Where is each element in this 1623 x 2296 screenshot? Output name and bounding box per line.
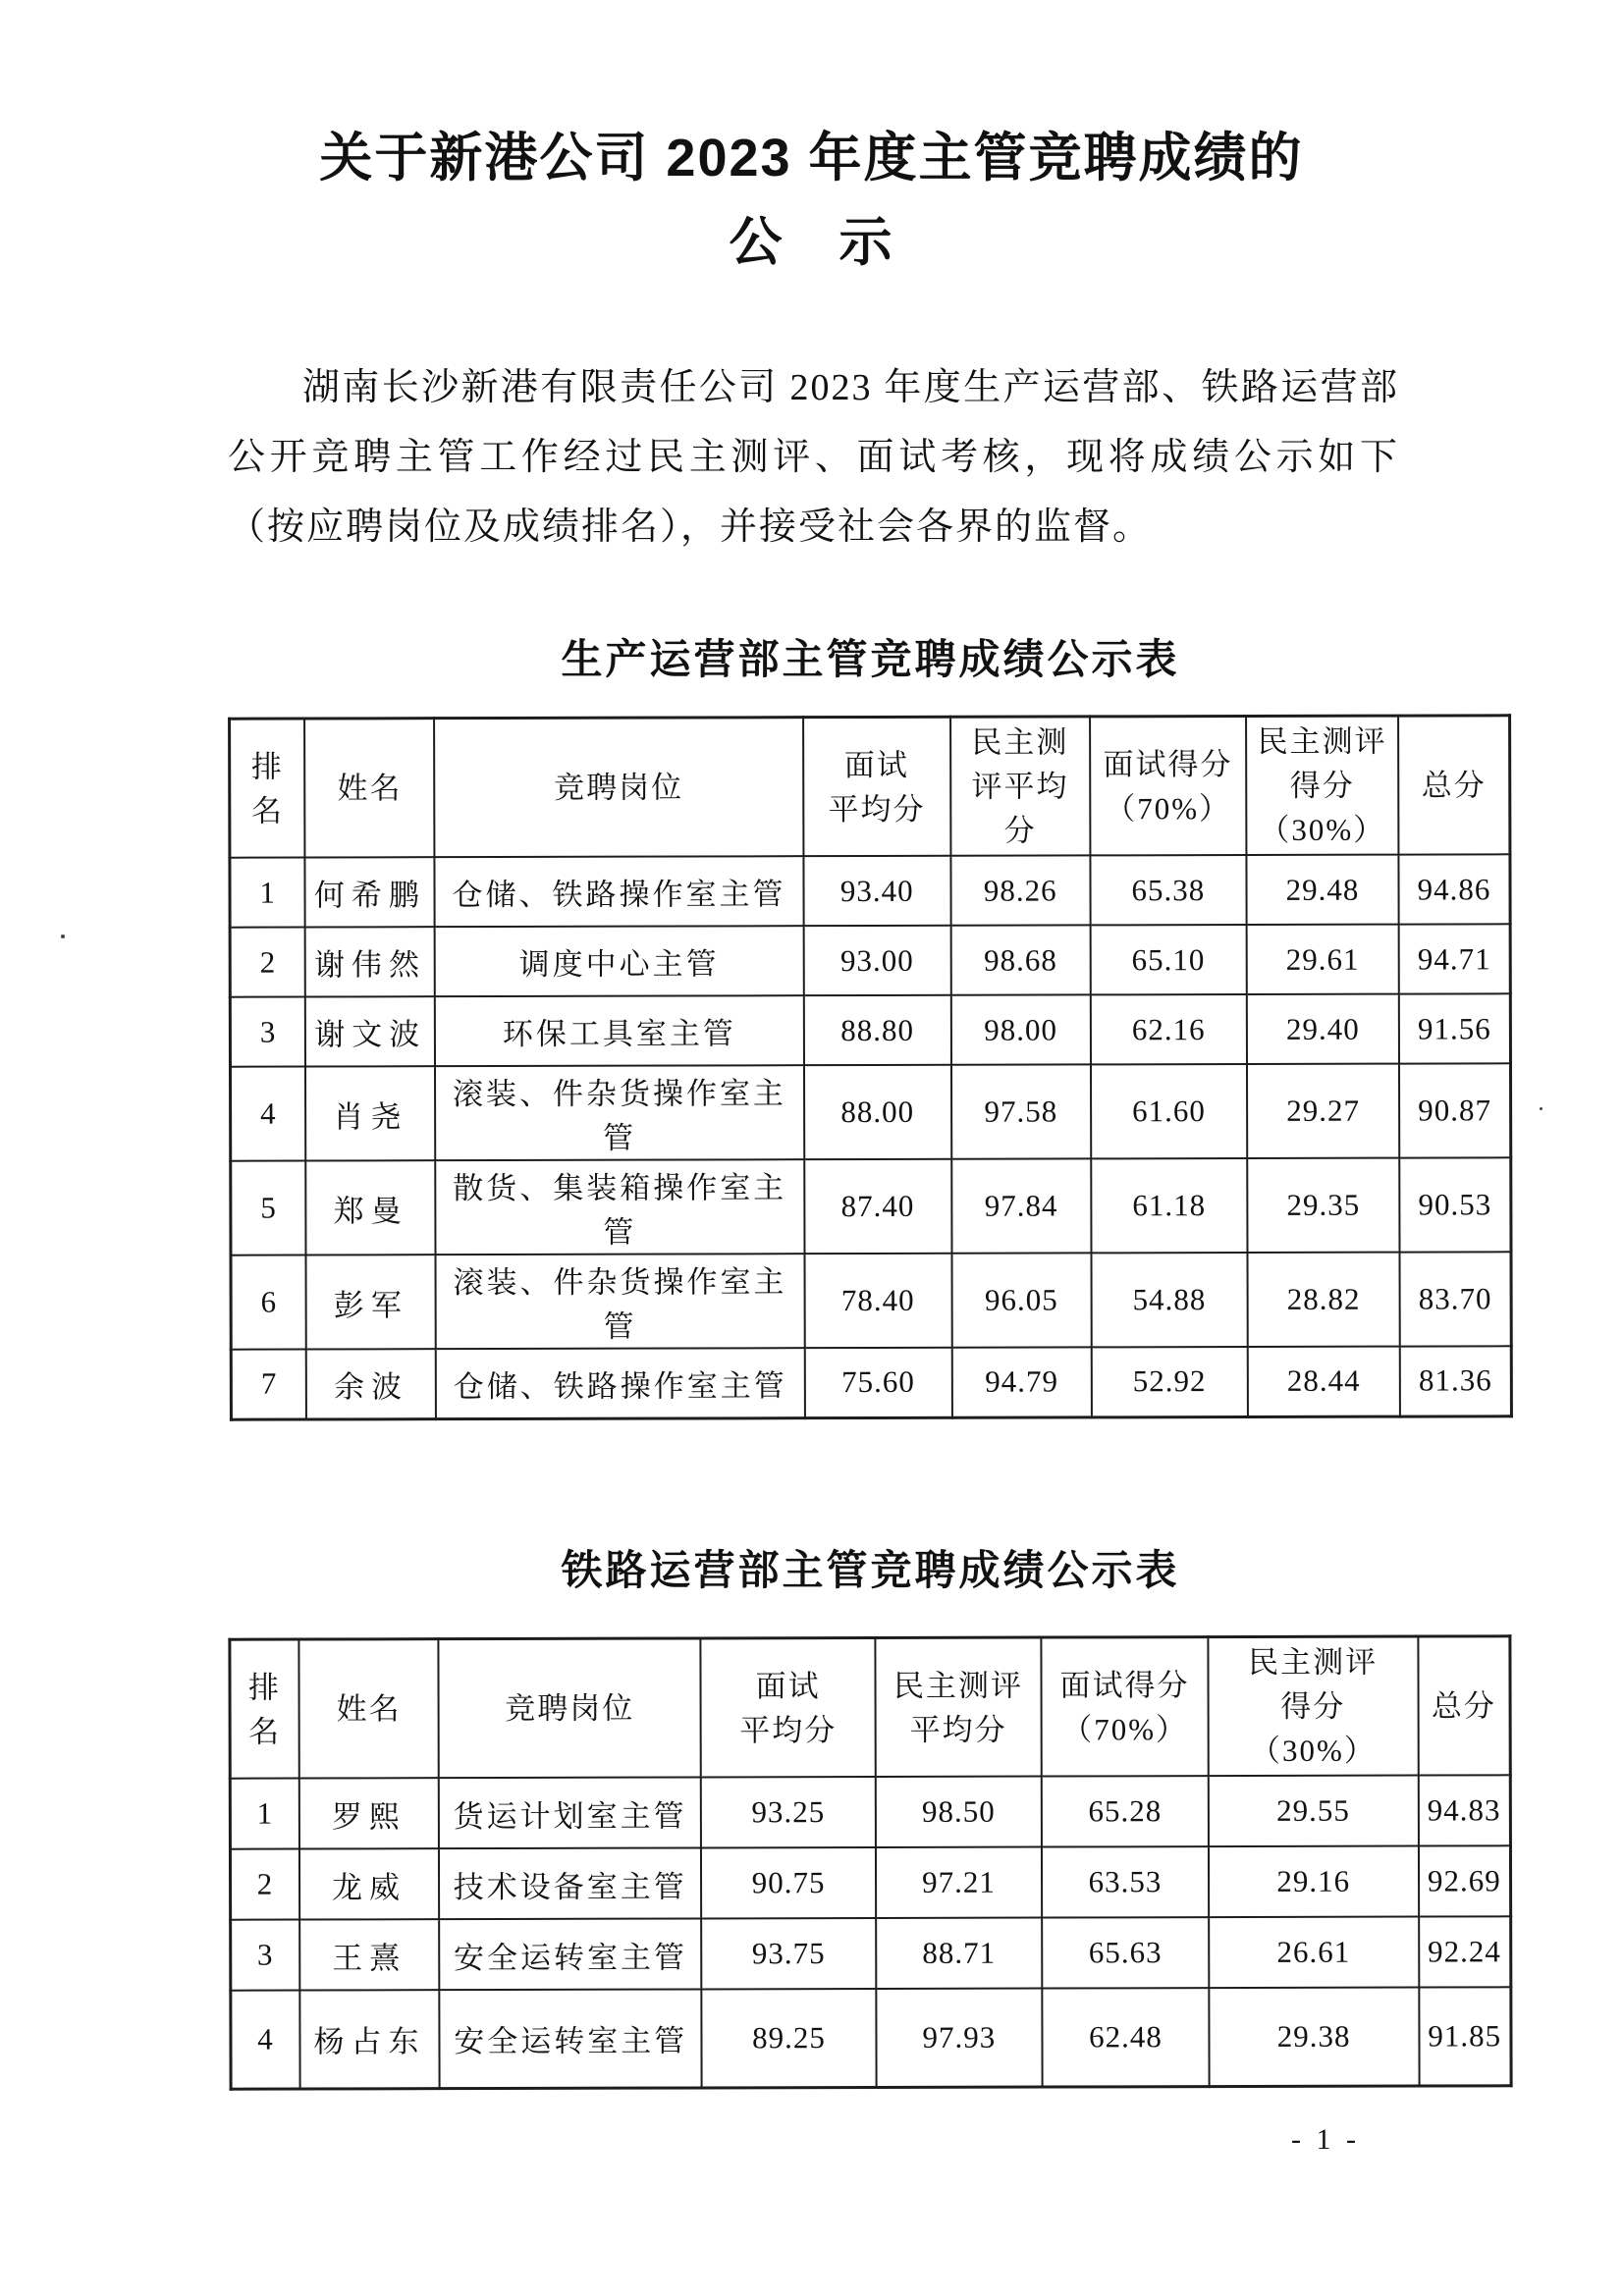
table-cell: 92.24 <box>1419 1916 1511 1987</box>
table-cell: 98.00 <box>950 994 1090 1064</box>
header-cell: 民主测评 平均分 <box>875 1637 1042 1777</box>
table-cell: 93.40 <box>803 856 950 926</box>
table-header <box>230 716 1510 858</box>
table-cell: 4 <box>230 1067 305 1161</box>
scan-speck <box>1540 1107 1542 1110</box>
table-cell: 91.56 <box>1399 993 1511 1063</box>
document-title-line2: 公 示 <box>729 213 894 272</box>
table-cell: 96.05 <box>951 1253 1091 1347</box>
table-cell: 90.87 <box>1399 1063 1511 1157</box>
production-dept-table-caption: 生产运营部主管竞聘成绩公示表 <box>561 636 1180 682</box>
table-cell: 谢文波 <box>305 996 435 1066</box>
table-cell: 郑曼 <box>306 1160 436 1255</box>
table-cell: 54.88 <box>1091 1253 1247 1347</box>
table-cell: 93.25 <box>701 1776 876 1846</box>
table-cell: 滚装、件杂货操作室主管 <box>435 1065 804 1160</box>
table-body <box>230 854 1511 1418</box>
table-cell: 29.48 <box>1246 855 1398 925</box>
table-body <box>230 1775 1511 2088</box>
table-cell: 调度中心主管 <box>435 926 804 996</box>
table-cell: 29.27 <box>1247 1064 1399 1158</box>
header-cell: 面试 平均分 <box>803 717 950 856</box>
table-cell: 4 <box>231 1990 300 2088</box>
document-title <box>0 116 1623 285</box>
table-cell: 65.38 <box>1090 855 1246 925</box>
table-cell: 余波 <box>306 1349 436 1418</box>
page-number: - 1 - <box>1291 2123 1360 2156</box>
table-cell: 6 <box>231 1255 306 1350</box>
header-row <box>230 1635 1510 1778</box>
table-cell: 29.55 <box>1208 1775 1418 1846</box>
header-cell: 总分 <box>1398 716 1510 855</box>
railway-dept-table-caption: 铁路运营部主管竞聘成绩公示表 <box>561 1546 1180 1593</box>
table-cell: 88.71 <box>876 1917 1043 1988</box>
table-row <box>231 1987 1511 2088</box>
table-cell: 1 <box>230 1778 299 1848</box>
header-cell: 民主测 评平均 分 <box>950 717 1090 856</box>
header-cell: 民主测评 得分 （30%） <box>1208 1636 1418 1776</box>
header-cell: 竞聘岗位 <box>438 1637 701 1777</box>
table-row <box>230 1775 1510 1848</box>
table-cell: 何希鹏 <box>305 857 435 927</box>
table-cell: 62.48 <box>1043 1988 1210 2086</box>
table-row <box>231 1916 1511 1990</box>
header-cell: 竞聘岗位 <box>434 718 803 857</box>
table-cell: 28.82 <box>1247 1253 1399 1347</box>
table-cell: 散货、集装箱操作室主管 <box>435 1159 804 1255</box>
table-cell: 97.93 <box>876 1988 1043 2086</box>
table-cell: 28.44 <box>1248 1347 1400 1416</box>
intro-paragraph: 湖南长沙新港有限责任公司 2023 年度生产运营部、铁路运营部公开竞聘主管工作经过民主测评、面试考核，现将成绩公示如下（按应聘岗位及成绩排名），并接受社会各界的监督。 <box>228 367 1399 548</box>
header-cell: 民主测评 得分 （30%） <box>1246 716 1399 855</box>
table-cell: 安全运转室主管 <box>439 1918 702 1990</box>
table-cell: 97.58 <box>951 1064 1091 1158</box>
table-row <box>230 924 1510 996</box>
table-cell: 75.60 <box>804 1348 951 1417</box>
table-cell: 94.79 <box>951 1347 1091 1416</box>
table-cell: 93.00 <box>803 926 950 995</box>
production-dept-score-table <box>228 714 1513 1420</box>
table-cell: 26.61 <box>1209 1916 1419 1988</box>
header-cell: 姓名 <box>298 1638 438 1778</box>
table-cell: 98.50 <box>875 1776 1042 1846</box>
table-cell: 89.25 <box>702 1988 877 2086</box>
table-cell: 7 <box>231 1350 306 1419</box>
table-cell: 29.35 <box>1247 1158 1399 1253</box>
table-row <box>230 1063 1510 1160</box>
header-row <box>230 716 1510 858</box>
table-cell: 仓储、铁路操作室主管 <box>436 1348 805 1418</box>
table-cell: 52.92 <box>1092 1347 1248 1416</box>
table-cell: 65.28 <box>1042 1776 1209 1846</box>
table-cell: 97.21 <box>876 1846 1043 1917</box>
table-cell: 87.40 <box>804 1159 951 1254</box>
railway-dept-score-table <box>228 1634 1512 2090</box>
table-row <box>230 993 1510 1066</box>
header-cell: 总分 <box>1418 1635 1510 1775</box>
table-cell: 97.84 <box>951 1158 1091 1253</box>
table-cell: 94.86 <box>1398 854 1510 924</box>
table-cell: 61.60 <box>1091 1064 1247 1158</box>
header-cell: 排 名 <box>230 719 305 858</box>
scan-speck <box>61 934 65 938</box>
table-cell: 技术设备室主管 <box>439 1847 702 1919</box>
table-cell: 94.71 <box>1399 924 1511 993</box>
table-cell: 环保工具室主管 <box>435 995 804 1066</box>
header-cell: 排 名 <box>230 1639 299 1779</box>
table-cell: 88.80 <box>803 995 950 1065</box>
table-cell: 滚装、件杂货操作室主管 <box>436 1254 805 1349</box>
table-cell: 93.75 <box>701 1917 876 1988</box>
table-row <box>231 1157 1511 1255</box>
table-cell: 1 <box>230 858 305 928</box>
table-cell: 98.68 <box>950 925 1090 994</box>
header-cell: 面试 平均分 <box>701 1637 876 1777</box>
table-row <box>231 1252 1511 1349</box>
table-cell: 货运计划室主管 <box>439 1777 702 1848</box>
header-cell: 姓名 <box>304 719 434 858</box>
header-cell: 面试得分 （70%） <box>1042 1636 1209 1776</box>
table-cell: 2 <box>230 928 305 997</box>
table-cell: 29.40 <box>1247 994 1399 1064</box>
table-cell: 罗熙 <box>299 1778 439 1848</box>
table-cell: 杨占东 <box>299 1990 439 2088</box>
table-cell: 88.00 <box>804 1065 951 1159</box>
document-title-line1: 关于新港公司 2023 年度主管竞聘成绩的 <box>319 129 1304 187</box>
table-cell: 65.63 <box>1042 1917 1209 1988</box>
table-cell: 78.40 <box>804 1254 951 1348</box>
table-cell: 90.53 <box>1399 1157 1511 1252</box>
table-cell: 3 <box>230 997 305 1067</box>
table-cell: 安全运转室主管 <box>439 1989 702 2088</box>
table-cell: 92.69 <box>1419 1845 1511 1916</box>
table-cell: 61.18 <box>1091 1158 1247 1253</box>
table-cell: 彭军 <box>306 1255 436 1349</box>
table-cell: 29.38 <box>1209 1987 1419 2086</box>
table-row <box>230 1845 1510 1919</box>
table-cell: 谢伟然 <box>305 927 435 996</box>
table-cell: 63.53 <box>1042 1846 1209 1917</box>
table-cell: 3 <box>231 1919 300 1990</box>
table-row <box>230 854 1510 927</box>
table-cell: 62.16 <box>1091 994 1247 1064</box>
table-cell: 肖尧 <box>305 1066 435 1160</box>
table-cell: 龙威 <box>299 1848 439 1919</box>
table-cell: 王熹 <box>299 1919 439 1990</box>
table-row <box>231 1346 1511 1418</box>
table-cell: 98.26 <box>950 855 1090 925</box>
table-cell: 91.85 <box>1419 1987 1511 2085</box>
table-cell: 仓储、铁路操作室主管 <box>435 856 804 927</box>
table-cell: 29.61 <box>1246 925 1398 994</box>
header-cell: 面试得分 （70%） <box>1090 716 1246 855</box>
table-cell: 83.70 <box>1400 1252 1512 1346</box>
table-cell: 29.16 <box>1209 1845 1419 1917</box>
table-header <box>230 1635 1510 1778</box>
table-cell: 90.75 <box>701 1846 876 1917</box>
table-cell: 5 <box>231 1161 306 1255</box>
table-cell: 81.36 <box>1400 1346 1512 1415</box>
table-cell: 2 <box>230 1848 299 1919</box>
table-cell: 94.83 <box>1418 1775 1510 1845</box>
table-cell: 65.10 <box>1090 925 1246 994</box>
